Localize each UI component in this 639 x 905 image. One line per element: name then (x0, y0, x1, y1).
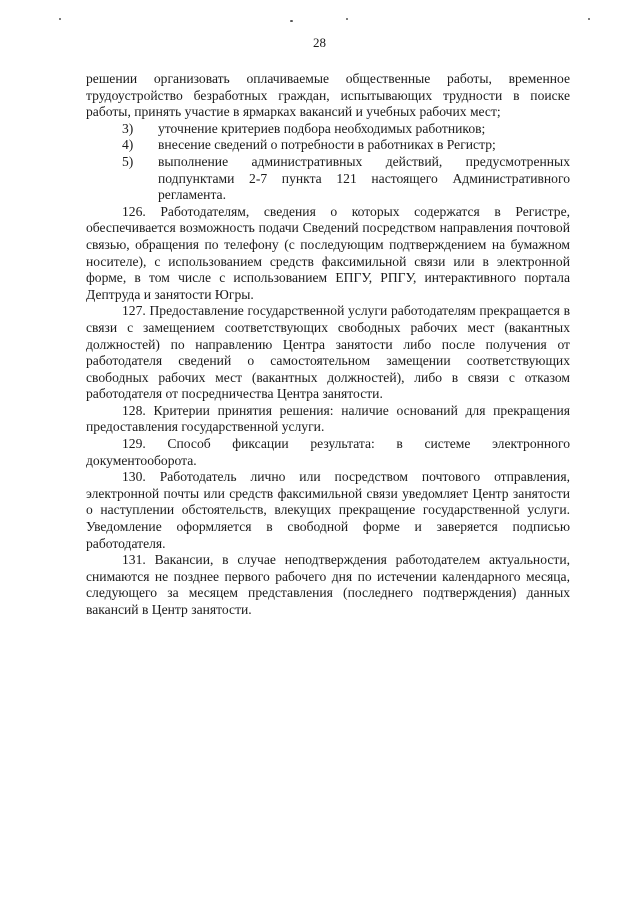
list-text: уточнение критериев подбора необходимых работников; (158, 120, 486, 136)
list-item (86, 121, 570, 138)
list-text: выполнение административных действий, предусмотренных подпунктами 2-7 пункта 121 настоящего Административного регламента. (158, 153, 570, 203)
scan-speck (346, 18, 348, 20)
paragraph-126: 126. Работодателям, сведения о которых содержатся в Регистре, обеспечивается возможность подачи Сведений посредством направления почтовой связью, обращения по телефону (с последующим подтверждением на бумажном носителе), с использованием средств факсимильной связи или в электронной форме, в том числе с использованием ЕПГУ, РПГУ, интерактивного портала Дептруда и занятости Югры. (86, 203, 570, 302)
list-number: 4) (122, 137, 134, 153)
scan-speck (59, 18, 61, 20)
paragraph-131: 131. Вакансии, в случае неподтверждения работодателем актуальности, снимаются не позднее первого рабочего дня по истечении календарного месяца, следующего за месяцем представления (последнего подтверждения) данных вакансий в Центр занятости. (86, 552, 570, 617)
paragraph-130: 130. Работодатель лично или посредством почтового отправления, электронной почты или средств факсимильной связи уведомляет Центр занятости о наступлении обстоятельств, влекущих прекращение государственной услуги. Уведомление оформляется в свободной форме и заверяется подписью работодателя. (86, 469, 570, 551)
page-number: 28 (313, 35, 326, 50)
list-item (86, 137, 570, 154)
document-body (86, 71, 570, 619)
paragraph-127: 127. Предоставление государственной услуги работодателям прекращается в связи с замещением соответствующих свободных рабочих мест (вакантных должностей) по направлению Центра занятости либо после получения от работодателя сведений о самостоятельном замещении соответствующих свободных рабочих мест (вакантных должностей), либо в связи с отказом работодателя от посредничества Центра занятости. (86, 303, 570, 402)
paragraph: решении организовать оплачиваемые общественные работы, временное трудоустройство безработных граждан, испытывающих трудности в поиске работы, принять участие в ярмарках вакансий и учебных рабочих мест; (86, 71, 570, 120)
list-number: 3) (122, 120, 134, 136)
paragraph-129: 129. Способ фиксации результата: в системе электронного документооборота. (86, 436, 570, 468)
paragraph-128: 128. Критерии принятия решения: наличие оснований для прекращения предоставления государственной услуги. (86, 402, 570, 435)
scan-speck (290, 20, 293, 22)
list-text: внесение сведений о потребности в работниках в Регистр; (158, 137, 496, 153)
list-number: 5) (122, 153, 134, 169)
scan-speck (588, 18, 590, 20)
list-item (86, 154, 570, 204)
